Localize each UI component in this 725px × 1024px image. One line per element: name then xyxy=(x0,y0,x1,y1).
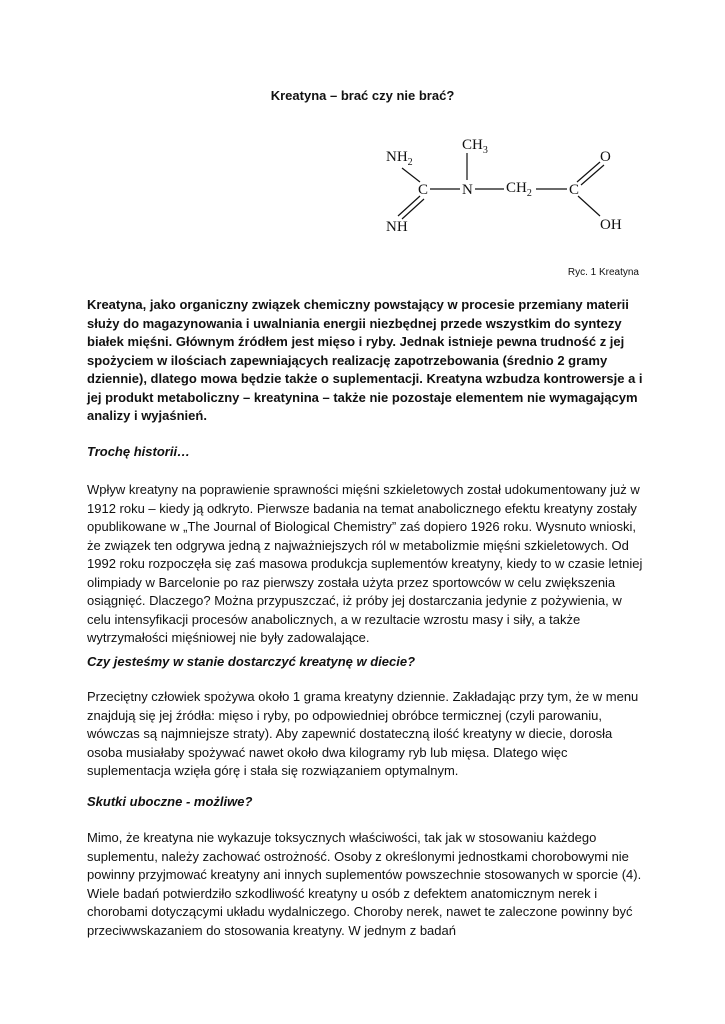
label-n-center: N xyxy=(462,182,473,198)
figure-caption: Ryc. 1 Kreatyna xyxy=(567,267,639,278)
label-nh: NH xyxy=(386,219,408,235)
label-c-right: C xyxy=(569,182,580,198)
section-heading-diet: Czy jesteśmy w stanie dostarczyć kreatynę w diecie? xyxy=(87,654,416,669)
creatine-structure-diagram xyxy=(378,130,638,240)
label-ch3: $CH_3$ xyxy=(462,137,488,156)
section-text-diet: Przeciętny człowiek spożywa około 1 grama kreatyny dziennie. Zakładając przy tym, że w menu znajdują się jej źródła: mięso i ryby, po odpowiedniej obróbce termicznej (czyli parowaniu, wówczas są najmniejsze straty). Aby zapewnić dostateczną ilość kreatyny w diecie, dorosła osoba musiałaby spożywać nawet około dwa kilogramy ryb lub mięsa. Dlatego więc suplementacja wzięła górę i stała się rozwiązaniem optymalnym. xyxy=(87,689,639,778)
lead-paragraph: Kreatyna, jako organiczny związek chemiczny powstający w procesie przemiany materii służy do magazynowania i uwalniania energii niezbędnej przede wszystkim do syntezy białek mięśni. Głównym źródłem jest mięso i ryby. Jednak istnieje pewna trudność z jej spożyciem w ilościach zapewniających realizację zapotrzebowania (średnio 2 gramy dziennie), dlatego mowa będzie także o suplementacji. Kreatyna wzbudza kontrowersje a i jej produkt metaboliczny – kreatynina – także nie pozostaje elementem nie wymagającym analizy i wyjaśnień. xyxy=(87,297,643,423)
label-oh: OH xyxy=(600,217,622,233)
label-nh2: $NH_2$ xyxy=(386,149,413,168)
page-title: Kreatyna – brać czy nie brać? xyxy=(270,88,455,103)
section-heading-side-effects: Skutki uboczne - możliwe? xyxy=(87,794,253,809)
label-c-left: C xyxy=(418,182,429,198)
label-o: O xyxy=(600,149,611,165)
section-text-history: Wpływ kreatyny na poprawienie sprawności mięśni szkieletowych został udokumentowany już w 1912 roku – kiedy ją odkryto. Pierwsze badania na temat anabolicznego efektu kreatyny zostały opublikowane w „The Journal of Biological Chemistry” zaś dopiero 1926 roku. Wysnuto wnioski, że związek ten odgrywa jedną z najważniejszych ról w metabolizmie mięśni szkieletowych. Od 1992 roku rozpoczęła się zaś masowa produkcja suplementów kreatyny, kiedy to w czasie letniej olimpiady w Barcelonie po raz pierwszy została użyta przez sportowców w celu zwiększenia osiągnięć. Dlaczego? Można przypuszczać, iż próby jej dostarczania jedynie z pożywienia, w celu intensyfikacji procesów anabolicznych, a w rezultacie wzrostu masy i siły, a także wytrzymałości mięśniowej nie były zadowalające. xyxy=(87,482,643,645)
section-heading-history: Trochę historii… xyxy=(87,444,191,459)
section-text-side-effects: Mimo, że kreatyna nie wykazuje toksycznych właściwości, tak jak w stosowaniu każdego suplementu, należy zachować ostrożność. Osoby z określonymi jednostkami chorobowymi nie powinny przyjmować kreatyny ani innych suplementów powszechnie stosowanych w sporcie (4). Wiele badań potwierdziło szkodliwość kreatyny u osób z defektem anatomicznym nerek i chorobami dotyczącymi układu wydalniczego. Choroby nerek, nawet te zaleczone powinny być przeciwwskazaniem do stosowania kreatyny. W jednym z badań xyxy=(87,830,642,938)
label-ch2: $CH_2$ xyxy=(506,180,532,199)
